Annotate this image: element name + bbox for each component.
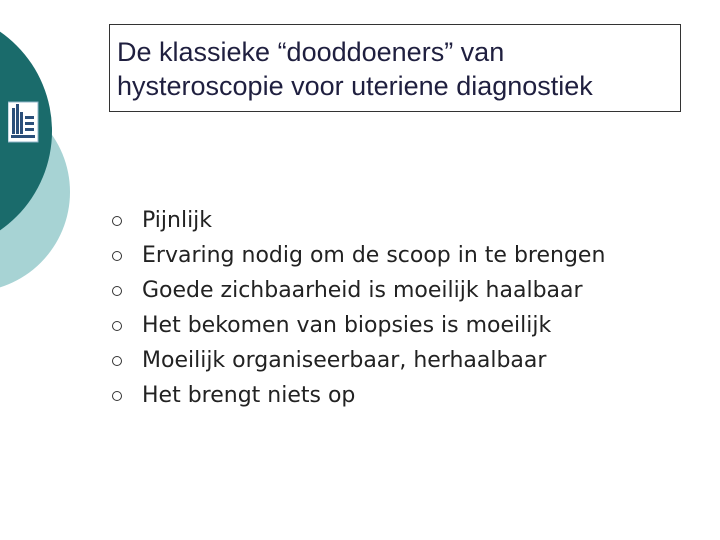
bullet-circle-icon xyxy=(112,321,122,331)
bullet-circle-icon xyxy=(112,251,122,261)
title-line-1: De klassieke “dooddoeners” van xyxy=(117,37,505,67)
bullet-text: Moeilijk organiseerbaar, herhaalbaar xyxy=(142,348,547,373)
title-line-2: hysteroscopie voor uteriene diagnostiek xyxy=(117,71,593,101)
bullet-circle-icon xyxy=(112,216,122,226)
bullet-list xyxy=(112,203,605,413)
bullet-item xyxy=(112,238,605,273)
bullet-circle-icon xyxy=(112,356,122,366)
bullet-item xyxy=(112,308,605,343)
bullet-item xyxy=(112,273,605,308)
bullet-circle-icon xyxy=(112,286,122,296)
bullet-item xyxy=(112,203,605,238)
bullet-text: Het bekomen van biopsies is moeilijk xyxy=(142,313,552,338)
bullet-text: Goede zichbaarheid is moeilijk haalbaar xyxy=(142,278,583,303)
bullet-text: Het brengt niets op xyxy=(142,383,356,408)
bullet-item xyxy=(112,378,605,413)
bullet-item xyxy=(112,343,605,378)
bullet-text: Pijnlijk xyxy=(142,208,213,233)
slide-title xyxy=(109,24,681,112)
building-logo-icon xyxy=(8,100,40,144)
bullet-circle-icon xyxy=(112,391,122,401)
bullet-text: Ervaring nodig om de scoop in te brengen xyxy=(142,243,606,268)
